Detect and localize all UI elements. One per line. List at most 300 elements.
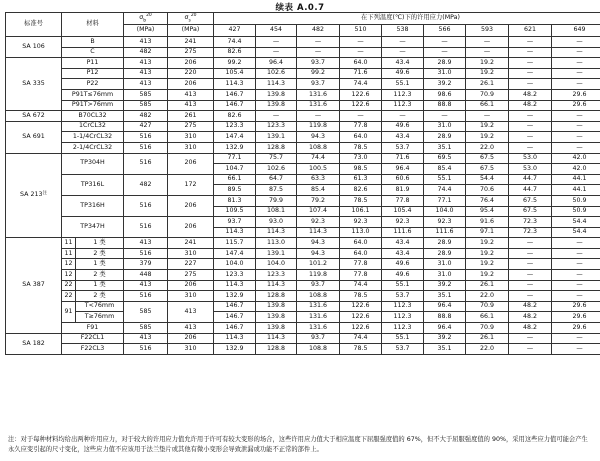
- sb-value: 413: [124, 68, 168, 79]
- sb-value: 585: [124, 323, 168, 334]
- ss-value: 241: [168, 238, 214, 249]
- class-cell: 2 类: [76, 270, 124, 281]
- header-material: 材料: [62, 13, 124, 37]
- stress-value: —: [552, 37, 600, 48]
- stress-value: 114.3: [297, 227, 340, 238]
- stress-value: 104.0: [424, 206, 466, 217]
- grade-cell: 22: [62, 280, 76, 291]
- header-temp-427: 427: [214, 25, 256, 37]
- stress-value: 93.0: [256, 217, 297, 228]
- stress-value: 131.6: [297, 100, 340, 111]
- header-sb-unit: (MPa): [124, 25, 168, 37]
- stress-value: —: [552, 280, 600, 291]
- stress-value: 70.9: [466, 89, 509, 100]
- stress-value: 67.5: [509, 206, 552, 217]
- stress-value: 81.9: [382, 185, 424, 196]
- stress-value: 77.8: [340, 121, 382, 132]
- stress-value: —: [552, 58, 600, 69]
- header-temp-538: 538: [382, 25, 424, 37]
- material-cell: TP316H: [62, 195, 124, 216]
- sb-value: 482: [124, 111, 168, 122]
- grade-cell: 91: [62, 301, 76, 322]
- stress-value: 82.6: [214, 47, 256, 58]
- stress-value: 19.2: [466, 259, 509, 270]
- ss-value: 413: [168, 323, 214, 334]
- grade-cell: 12: [62, 259, 76, 270]
- table-body: [6, 37, 600, 355]
- stress-value: 97.1: [466, 227, 509, 238]
- stress-value: 95.4: [466, 206, 509, 217]
- stress-value: 79.2: [297, 195, 340, 206]
- material-cell: TP304H: [62, 153, 124, 174]
- stress-value: 70.6: [466, 185, 509, 196]
- stress-value: 114.3: [256, 227, 297, 238]
- table-row: [6, 323, 600, 334]
- stress-value: 44.1: [552, 185, 600, 196]
- stress-value: 77.8: [382, 195, 424, 206]
- sb-value: 585: [124, 301, 168, 322]
- stress-value: 114.3: [256, 79, 297, 90]
- stress-value: 92.3: [382, 217, 424, 228]
- stress-value: —: [424, 37, 466, 48]
- class-cell: 2 类: [76, 291, 124, 302]
- stress-value: 122.6: [340, 323, 382, 334]
- stress-value: 35.1: [424, 291, 466, 302]
- material-cell: P11: [62, 58, 124, 69]
- material-cell: P91T≤76mm: [62, 89, 124, 100]
- sb-value: 427: [124, 121, 168, 132]
- table-row: [6, 312, 600, 323]
- stress-value: —: [509, 333, 552, 344]
- stress-value: 64.0: [340, 248, 382, 259]
- table-row: [6, 280, 600, 291]
- stress-value: —: [509, 344, 552, 355]
- stress-value: 54.4: [552, 227, 600, 238]
- stress-value: 111.6: [424, 227, 466, 238]
- stress-value: —: [509, 121, 552, 132]
- material-cell: 2-1/4CrCL32: [62, 142, 124, 153]
- stress-value: 77.8: [340, 259, 382, 270]
- stress-value: 43.4: [382, 58, 424, 69]
- stress-value: 115.7: [214, 238, 256, 249]
- stress-value: —: [466, 111, 509, 122]
- ss-value: 310: [168, 248, 214, 259]
- stress-value: —: [382, 111, 424, 122]
- grade-cell: 22: [62, 291, 76, 302]
- stress-value: 48.2: [509, 100, 552, 111]
- stress-value: 48.2: [509, 312, 552, 323]
- stress-value: 42.0: [552, 153, 600, 164]
- stress-value: 49.6: [382, 270, 424, 281]
- standard-cell: SA 106: [6, 37, 62, 58]
- stress-value: 67.5: [466, 153, 509, 164]
- stress-value: —: [509, 270, 552, 281]
- stress-value: 96.4: [256, 58, 297, 69]
- stress-value: 112.3: [382, 301, 424, 312]
- stress-value: 114.3: [214, 227, 256, 238]
- stress-value: 19.2: [466, 121, 509, 132]
- stress-value: —: [509, 142, 552, 153]
- stress-value: —: [552, 68, 600, 79]
- ss-value: 310: [168, 291, 214, 302]
- stress-value: 92.3: [297, 217, 340, 228]
- header-ss: $\sigma_s^{20}$: [168, 13, 214, 25]
- stress-value: 55.1: [382, 79, 424, 90]
- stress-value: —: [382, 37, 424, 48]
- sb-value: 413: [124, 79, 168, 90]
- stress-value: 131.6: [297, 301, 340, 312]
- stress-value: 100.5: [297, 164, 340, 175]
- stress-value: 74.4: [340, 280, 382, 291]
- stress-value: 35.1: [424, 142, 466, 153]
- stress-value: 93.7: [297, 79, 340, 90]
- ss-value: 206: [168, 58, 214, 69]
- stress-value: 19.2: [466, 132, 509, 143]
- stress-value: 76.4: [466, 195, 509, 206]
- stress-value: 146.7: [214, 100, 256, 111]
- stress-value: 93.7: [297, 58, 340, 69]
- grade-cell: 11: [62, 238, 76, 249]
- table-row: [6, 291, 600, 302]
- header-temp-621: 621: [509, 25, 552, 37]
- stress-value: 39.2: [424, 79, 466, 90]
- stress-value: —: [466, 47, 509, 58]
- table-row: [6, 270, 600, 281]
- ss-value: 206: [168, 153, 214, 174]
- stress-value: —: [552, 248, 600, 259]
- stress-value: 108.8: [297, 344, 340, 355]
- stress-value: 146.7: [214, 301, 256, 312]
- sb-value: 482: [124, 174, 168, 195]
- stress-value: 105.4: [214, 68, 256, 79]
- grade-cell: 12: [62, 270, 76, 281]
- stress-value: 91.6: [466, 217, 509, 228]
- material-cell: P91T>76mm: [62, 100, 124, 111]
- sb-value: 413: [124, 280, 168, 291]
- table-row: [6, 195, 600, 206]
- table-row: [6, 100, 600, 111]
- sb-value: 413: [124, 58, 168, 69]
- table-row: [6, 79, 600, 90]
- stress-value: 43.4: [382, 248, 424, 259]
- stress-value: —: [424, 47, 466, 58]
- stress-value: 94.3: [297, 248, 340, 259]
- stress-value: —: [509, 68, 552, 79]
- material-cell: F22CL3: [62, 344, 124, 355]
- allowable-stress-table: [5, 12, 600, 355]
- stress-value: 96.4: [382, 164, 424, 175]
- stress-value: 93.7: [214, 217, 256, 228]
- ss-value: 275: [168, 121, 214, 132]
- stress-value: 81.3: [214, 195, 256, 206]
- ss-value: 310: [168, 344, 214, 355]
- table-row: [6, 37, 600, 48]
- ss-value: 413: [168, 301, 214, 322]
- stress-value: 74.4: [297, 153, 340, 164]
- ss-value: 413: [168, 100, 214, 111]
- stress-value: 128.8: [256, 142, 297, 153]
- stress-value: —: [509, 248, 552, 259]
- stress-value: 73.0: [340, 153, 382, 164]
- standard-cell: SA 335: [6, 58, 62, 111]
- sb-value: 413: [124, 333, 168, 344]
- thickness-cell: T<76mm: [76, 301, 124, 312]
- material-cell: C: [62, 47, 124, 58]
- stress-value: 78.5: [340, 291, 382, 302]
- header-ss-unit: (MPa): [168, 25, 214, 37]
- stress-value: 132.9: [214, 344, 256, 355]
- stress-value: 104.0: [256, 259, 297, 270]
- table-title: 续表 A.0.7: [275, 3, 325, 13]
- standard-cell: SA 691: [6, 121, 62, 153]
- stress-value: —: [340, 47, 382, 58]
- stress-value: 114.3: [256, 280, 297, 291]
- sb-value: 585: [124, 89, 168, 100]
- stress-value: 54.4: [552, 217, 600, 228]
- stress-value: 99.2: [214, 58, 256, 69]
- stress-value: 54.4: [466, 174, 509, 185]
- stress-value: 122.6: [340, 100, 382, 111]
- stress-value: 29.6: [552, 301, 600, 312]
- stress-value: 69.5: [424, 153, 466, 164]
- stress-value: —: [552, 121, 600, 132]
- stress-value: 89.5: [214, 185, 256, 196]
- sb-value: 413: [124, 238, 168, 249]
- stress-value: 93.7: [297, 333, 340, 344]
- stress-value: 108.1: [256, 206, 297, 217]
- stress-value: —: [509, 291, 552, 302]
- table-row: [6, 344, 600, 355]
- material-cell: F91: [62, 323, 124, 334]
- class-cell: 1 类: [76, 280, 124, 291]
- stress-value: —: [297, 111, 340, 122]
- stress-value: 123.3: [214, 121, 256, 132]
- sb-value: 379: [124, 259, 168, 270]
- material-cell: 1CrCL32: [62, 121, 124, 132]
- stress-value: —: [256, 47, 297, 58]
- stress-value: 53.0: [509, 164, 552, 175]
- header-temp-454: 454: [256, 25, 297, 37]
- stress-value: —: [509, 111, 552, 122]
- sb-value: 482: [124, 47, 168, 58]
- stress-value: —: [509, 259, 552, 270]
- stress-value: 102.6: [256, 164, 297, 175]
- stress-value: 77.1: [214, 153, 256, 164]
- stress-value: —: [552, 132, 600, 143]
- stress-value: 104.0: [214, 259, 256, 270]
- stress-value: 31.0: [424, 68, 466, 79]
- stress-value: —: [552, 344, 600, 355]
- material-cell: TP347H: [62, 217, 124, 238]
- header-temp-482: 482: [297, 25, 340, 37]
- stress-value: 44.7: [509, 185, 552, 196]
- stress-value: 132.9: [214, 142, 256, 153]
- stress-value: 96.4: [424, 323, 466, 334]
- stress-value: 92.3: [424, 217, 466, 228]
- class-cell: 1 类: [76, 259, 124, 270]
- stress-value: 70.9: [466, 323, 509, 334]
- stress-value: 50.9: [552, 206, 600, 217]
- stress-value: 55.1: [382, 280, 424, 291]
- standard-cell: SA 672: [6, 111, 62, 122]
- stress-value: 70.9: [466, 301, 509, 312]
- stress-value: 122.6: [340, 301, 382, 312]
- stress-value: 19.2: [466, 68, 509, 79]
- stress-value: 64.7: [256, 174, 297, 185]
- ss-value: 275: [168, 47, 214, 58]
- stress-value: 44.7: [509, 174, 552, 185]
- stress-value: 43.4: [382, 132, 424, 143]
- stress-value: 71.6: [382, 153, 424, 164]
- stress-value: 139.8: [256, 100, 297, 111]
- stress-value: 39.2: [424, 333, 466, 344]
- stress-value: 108.8: [297, 291, 340, 302]
- stress-value: —: [424, 111, 466, 122]
- stress-value: 74.4: [340, 333, 382, 344]
- stress-value: 26.1: [466, 280, 509, 291]
- material-cell: TP316L: [62, 174, 124, 195]
- sb-value: 516: [124, 344, 168, 355]
- table-row: [6, 301, 600, 312]
- stress-value: 75.7: [256, 153, 297, 164]
- sb-value: 516: [124, 142, 168, 153]
- stress-value: 106.1: [340, 206, 382, 217]
- table-row: [6, 153, 600, 164]
- stress-value: 26.1: [466, 333, 509, 344]
- stress-value: 28.9: [424, 132, 466, 143]
- ss-value: 206: [168, 79, 214, 90]
- stress-value: 22.0: [466, 142, 509, 153]
- table-row: [6, 132, 600, 143]
- stress-value: 49.6: [382, 121, 424, 132]
- header-temp-566: 566: [424, 25, 466, 37]
- stress-value: 93.7: [297, 280, 340, 291]
- stress-value: 61.3: [340, 174, 382, 185]
- ss-value: 206: [168, 280, 214, 291]
- stress-value: 132.9: [214, 291, 256, 302]
- stress-value: 50.9: [552, 195, 600, 206]
- stress-value: —: [340, 111, 382, 122]
- stress-value: 74.4: [340, 79, 382, 90]
- table-row: [6, 248, 600, 259]
- stress-value: 55.1: [382, 333, 424, 344]
- stress-value: —: [509, 79, 552, 90]
- stress-value: 42.0: [552, 164, 600, 175]
- stress-value: 146.7: [214, 312, 256, 323]
- standard-label: SA 213: [20, 191, 43, 199]
- stress-value: 77.1: [424, 195, 466, 206]
- stress-value: 113.0: [340, 227, 382, 238]
- stress-value: 112.3: [382, 323, 424, 334]
- stress-value: 146.7: [214, 323, 256, 334]
- stress-value: 94.3: [297, 238, 340, 249]
- stress-value: 66.1: [466, 100, 509, 111]
- ss-value: 206: [168, 195, 214, 216]
- stress-value: 35.1: [424, 344, 466, 355]
- stress-value: 78.5: [340, 195, 382, 206]
- ss-value: 206: [168, 217, 214, 238]
- stress-value: 67.5: [466, 164, 509, 175]
- stress-value: 48.2: [509, 323, 552, 334]
- sb-value: 585: [124, 100, 168, 111]
- stress-value: 98.5: [340, 164, 382, 175]
- stress-value: —: [552, 142, 600, 153]
- table-row: [6, 47, 600, 58]
- stress-value: 22.0: [466, 291, 509, 302]
- stress-value: 139.8: [256, 301, 297, 312]
- table-row: [6, 259, 600, 270]
- stress-value: 128.8: [256, 344, 297, 355]
- stress-value: —: [382, 47, 424, 58]
- stress-value: 66.1: [214, 174, 256, 185]
- stress-value: 28.9: [424, 248, 466, 259]
- stress-value: 139.8: [256, 89, 297, 100]
- stress-value: 44.1: [552, 174, 600, 185]
- stress-value: 114.3: [256, 333, 297, 344]
- stress-value: 78.5: [340, 344, 382, 355]
- stress-value: 39.2: [424, 280, 466, 291]
- stress-value: 53.7: [382, 142, 424, 153]
- stress-value: 78.5: [340, 142, 382, 153]
- stress-value: 29.6: [552, 312, 600, 323]
- ss-value: 220: [168, 68, 214, 79]
- stress-value: 123.3: [256, 270, 297, 281]
- ss-value: 413: [168, 89, 214, 100]
- stress-value: —: [297, 47, 340, 58]
- standard-cell: [6, 153, 62, 238]
- stress-value: 87.5: [256, 185, 297, 196]
- header-sb: $\sigma_b^{20}$: [124, 13, 168, 25]
- header-temp-510: 510: [340, 25, 382, 37]
- stress-value: 139.8: [256, 323, 297, 334]
- ss-value: 310: [168, 132, 214, 143]
- header-temp-593: 593: [466, 25, 509, 37]
- stress-value: 72.3: [509, 217, 552, 228]
- sb-value: 516: [124, 217, 168, 238]
- stress-value: 74.4: [424, 185, 466, 196]
- stress-value: 102.6: [256, 68, 297, 79]
- standard-cell: SA 387: [6, 238, 62, 333]
- stress-value: 113.0: [256, 238, 297, 249]
- stress-value: 19.2: [466, 248, 509, 259]
- stress-value: —: [509, 280, 552, 291]
- stress-value: 26.1: [466, 79, 509, 90]
- stress-value: 122.6: [340, 312, 382, 323]
- table-row: [6, 68, 600, 79]
- stress-value: 53.7: [382, 291, 424, 302]
- stress-value: 85.4: [424, 164, 466, 175]
- table-row: [6, 174, 600, 185]
- stress-value: —: [509, 58, 552, 69]
- stress-value: 88.8: [424, 312, 466, 323]
- stress-value: 119.8: [297, 121, 340, 132]
- stress-value: 82.6: [340, 185, 382, 196]
- stress-value: —: [552, 333, 600, 344]
- stress-value: 64.0: [340, 238, 382, 249]
- table-row: [6, 121, 600, 132]
- class-cell: 2 类: [76, 248, 124, 259]
- ss-value: 310: [168, 142, 214, 153]
- table-row: [6, 238, 600, 249]
- ss-value: 206: [168, 333, 214, 344]
- sb-value: 516: [124, 195, 168, 216]
- stress-value: 131.6: [297, 323, 340, 334]
- stress-value: 43.4: [382, 238, 424, 249]
- stress-value: 88.8: [424, 100, 466, 111]
- material-cell: P22: [62, 79, 124, 90]
- stress-value: 105.4: [382, 206, 424, 217]
- material-cell: B70CL32: [62, 111, 124, 122]
